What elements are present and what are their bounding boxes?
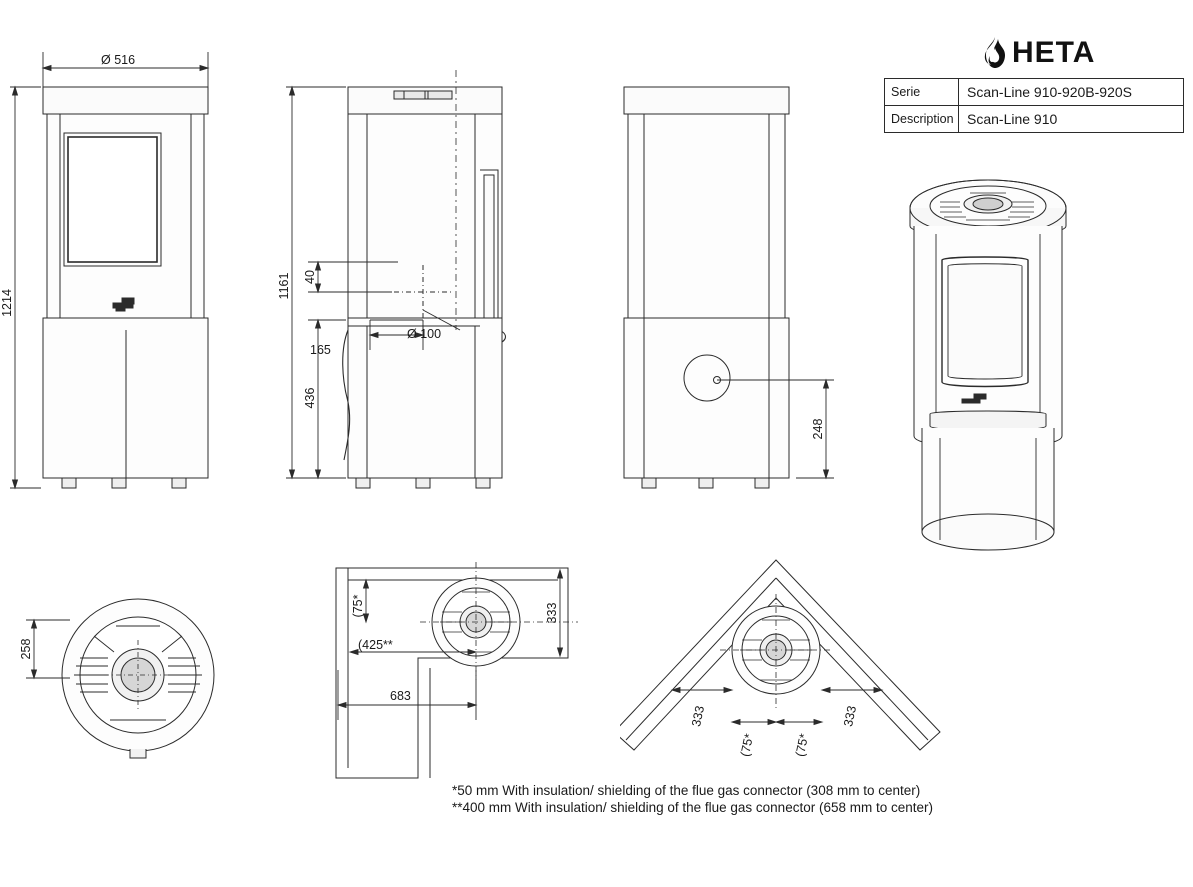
dim-side-total: 1161 xyxy=(277,272,291,300)
dim-rear-248: 248 xyxy=(811,418,825,440)
dim-side-40: 40 xyxy=(303,270,317,284)
dim-side-436: 436 xyxy=(303,387,317,409)
perspective-view xyxy=(900,160,1140,580)
top-view xyxy=(10,580,240,780)
footnote-1: *50 mm With insulation/ shielding of the flue gas connector (308 mm to center) xyxy=(452,783,921,798)
heta-logo xyxy=(982,36,1095,70)
dim-corner-333-right: 333 xyxy=(841,704,860,728)
flame-icon xyxy=(982,36,1008,70)
dim-corner-75-left: (75* xyxy=(737,732,757,758)
dim-corner-75-right: (75* xyxy=(792,732,812,758)
rear-view xyxy=(600,30,870,530)
titleblock-key-serie: Serie xyxy=(885,79,959,105)
titleblock xyxy=(884,78,1184,133)
dim-corner-333-left: 333 xyxy=(689,704,708,728)
corner-clearance-plan xyxy=(620,550,980,780)
footnote-2: **400 mm With insulation/ shielding of the flue gas connector (658 mm to center) xyxy=(452,800,933,815)
titleblock-value-description: Scan-Line 910 xyxy=(967,111,1058,127)
dim-front-width: Ø 516 xyxy=(101,53,136,67)
dim-top-258: 258 xyxy=(19,638,33,660)
side-view xyxy=(270,30,560,530)
brand-name: HETA xyxy=(1012,36,1096,69)
wall-clearance-plan xyxy=(320,550,590,780)
titleblock-row-description xyxy=(885,106,1183,132)
dim-plan-683: 683 xyxy=(390,689,411,703)
dim-plan-75: (75* xyxy=(351,594,365,618)
dim-front-height: 1214 xyxy=(0,289,14,317)
dim-plan-425: (425** xyxy=(358,638,393,652)
dim-plan-333: 333 xyxy=(545,602,559,624)
titleblock-row-serie xyxy=(885,79,1183,106)
footnotes xyxy=(452,782,933,816)
front-view xyxy=(0,30,250,530)
dim-flue-diameter: Ø 100 xyxy=(407,327,442,341)
dim-side-165: 165 xyxy=(310,343,331,357)
titleblock-key-description: Description xyxy=(885,106,959,132)
titleblock-value-serie: Scan-Line 910-920B-920S xyxy=(967,84,1133,100)
